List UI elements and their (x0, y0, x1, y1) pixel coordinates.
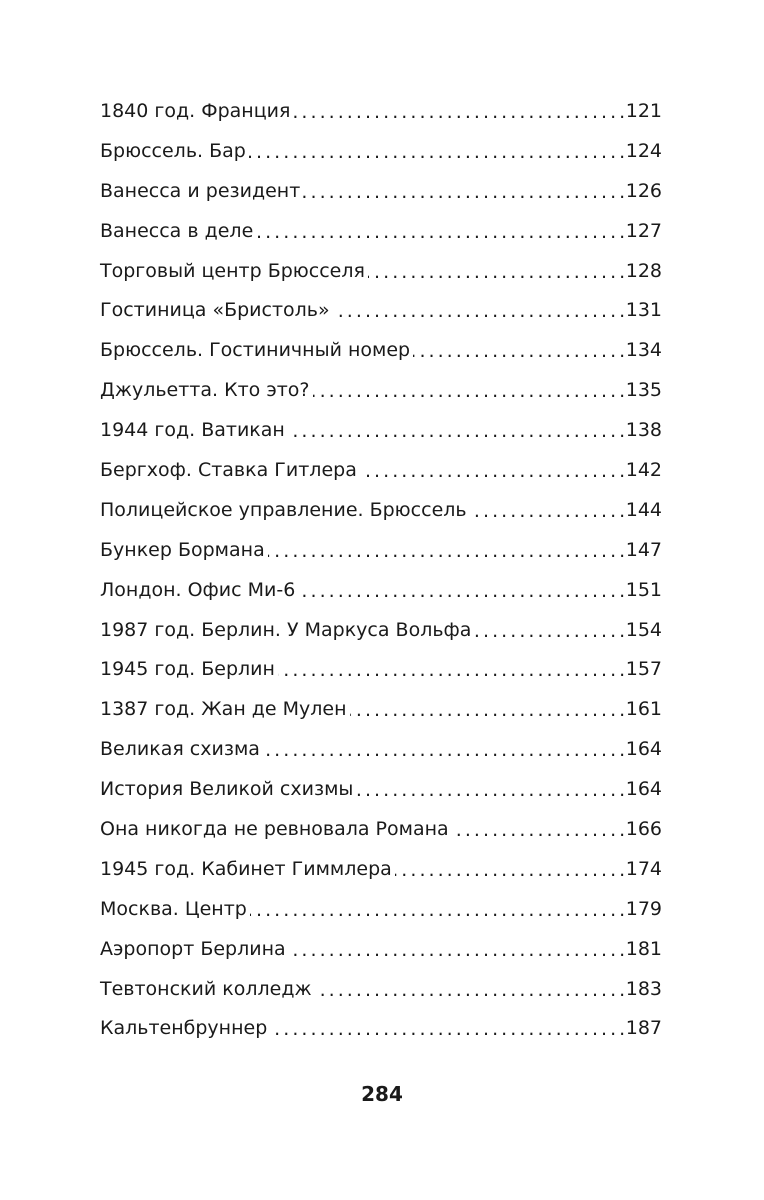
toc-entry (100, 810, 662, 850)
toc-entry-title: 1387 год. Жан де Мулен (100, 698, 347, 721)
toc-entry-page: 144 (625, 498, 662, 521)
toc-dot-leader (315, 978, 624, 1002)
toc-entry-page: 183 (625, 977, 662, 1000)
toc-entry-title: Гостиница «Бристоль» (100, 299, 330, 322)
toc-entry (100, 730, 662, 770)
toc-entry-page: 157 (625, 658, 662, 681)
toc-entry-title: Ванесса и резидент (100, 179, 301, 202)
toc-entry-title: Аэропорт Берлина (100, 937, 286, 960)
toc-entry (100, 411, 662, 451)
toc-dot-leader (313, 379, 624, 403)
toc-entry-page: 179 (625, 897, 662, 920)
page-number: 284 (361, 1082, 403, 1106)
toc-entry-page: 134 (625, 339, 662, 362)
toc-entry-title: 1840 год. Франция (100, 100, 291, 122)
toc-entry-title: Лондон. Офис Ми-6 (100, 578, 296, 601)
toc-entry-title: Бункер Бормана (100, 538, 265, 561)
toc-dot-leader (368, 260, 624, 284)
toc-dot-leader (452, 818, 624, 842)
toc-entry-title: Москва. Центр (100, 897, 247, 920)
toc-entry (100, 451, 662, 491)
toc-dot-leader (350, 698, 624, 722)
toc-entry-page: 174 (625, 857, 662, 880)
toc-entry (100, 1009, 662, 1049)
toc-entry (100, 890, 662, 930)
table-of-contents (100, 92, 662, 1049)
toc-dot-leader (303, 180, 623, 204)
toc-dot-leader (413, 339, 624, 363)
toc-entry (100, 212, 662, 252)
toc-entry-title: Тевтонский колледж (100, 977, 312, 1000)
toc-dot-leader (263, 738, 624, 762)
toc-entry-page: 161 (625, 698, 662, 721)
toc-entry-title: Кальтенбруннер (100, 1017, 268, 1040)
toc-entry-page: 164 (625, 738, 662, 761)
toc-dot-leader (356, 778, 623, 802)
toc-dot-leader (395, 858, 624, 882)
toc-entry (100, 132, 662, 172)
toc-entry-title: Брюссель. Гостиничный номер (100, 339, 411, 362)
toc-dot-leader (474, 619, 623, 643)
toc-entry-page: 187 (625, 1017, 662, 1040)
toc-dot-leader (250, 898, 624, 922)
toc-entry-page: 135 (625, 379, 662, 402)
toc-entry-page: 164 (625, 778, 662, 801)
toc-entry (100, 291, 662, 331)
toc-entry-title: Полицейское управление. Брюссель (100, 498, 467, 521)
toc-entry-page: 181 (625, 937, 662, 960)
toc-entry (100, 970, 662, 1010)
toc-dot-leader (256, 220, 623, 244)
toc-entry (100, 371, 662, 411)
toc-dot-leader (470, 499, 624, 523)
toc-entry-title: 1945 год. Берлин (100, 658, 275, 681)
toc-entry-title: Джульетта. Кто это? (100, 379, 310, 402)
toc-entry-title: 1987 год. Берлин. У Маркуса Вольфа (100, 618, 472, 641)
toc-entry (100, 252, 662, 292)
toc-entry-title: Она никогда не ревновала Романа (100, 818, 449, 841)
toc-entry-page: 127 (625, 219, 662, 242)
toc-entry-page: 131 (625, 299, 662, 322)
toc-entry-title: Ванесса в деле (100, 219, 254, 242)
toc-dot-leader (293, 100, 623, 124)
toc-entry (100, 611, 662, 651)
toc-entry-page: 151 (625, 578, 662, 601)
toc-entry-page: 128 (625, 259, 662, 282)
toc-dot-leader (249, 140, 624, 164)
toc-dot-leader (289, 938, 624, 962)
toc-entry (100, 491, 662, 531)
toc-dot-leader (333, 299, 624, 323)
toc-entry-title: Торговый центр Брюсселя (100, 259, 365, 282)
toc-entry (100, 770, 662, 810)
toc-entry (100, 690, 662, 730)
toc-dot-leader (288, 419, 624, 443)
toc-entry-page: 121 (625, 100, 662, 122)
toc-entry-page: 166 (625, 818, 662, 841)
toc-entry (100, 930, 662, 970)
toc-entry-page: 138 (625, 419, 662, 442)
toc-entry (100, 571, 662, 611)
toc-dot-leader (298, 579, 623, 603)
toc-entry-title: Бергхоф. Ставка Гитлера (100, 459, 357, 482)
toc-entry-page: 142 (625, 459, 662, 482)
toc-entry (100, 650, 662, 690)
toc-entry-title: Великая схизма (100, 738, 260, 761)
toc-entry-page: 126 (625, 179, 662, 202)
toc-entry (100, 331, 662, 371)
toc-entry-page: 154 (625, 618, 662, 641)
toc-entry (100, 172, 662, 212)
toc-entry-page: 124 (625, 139, 662, 162)
toc-dot-leader (268, 539, 624, 563)
toc-entry-page: 147 (625, 538, 662, 561)
toc-entry (100, 92, 662, 132)
toc-dot-leader (360, 459, 624, 483)
toc-entry (100, 531, 662, 571)
toc-entry-title: История Великой схизмы (100, 778, 354, 801)
toc-entry-title: Брюссель. Бар (100, 139, 246, 162)
toc-entry-title: 1944 год. Ватикан (100, 419, 285, 442)
toc-dot-leader (278, 658, 624, 682)
toc-dot-leader (270, 1017, 623, 1041)
toc-entry-title: 1945 год. Кабинет Гиммлера (100, 857, 392, 880)
toc-entry (100, 850, 662, 890)
